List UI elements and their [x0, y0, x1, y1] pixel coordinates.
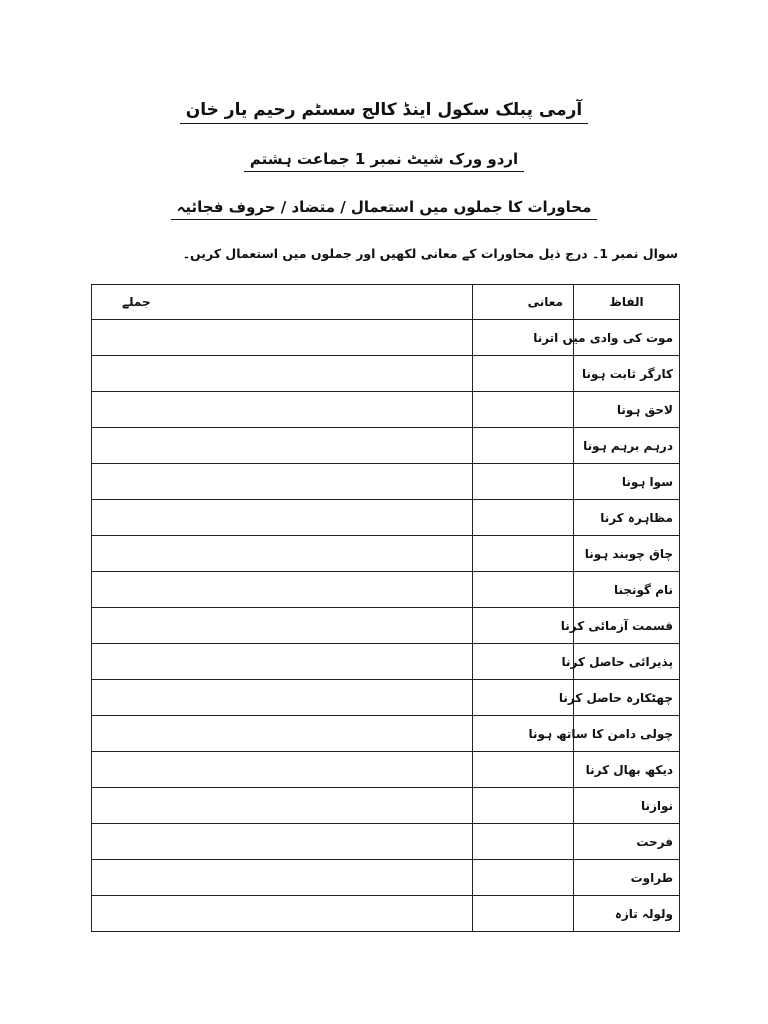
idiom-cell: چاق چوبند ہونا [574, 536, 680, 572]
table-row [92, 896, 680, 932]
meaning-cell[interactable] [473, 824, 574, 860]
sentence-cell[interactable] [92, 536, 473, 572]
meaning-cell[interactable] [473, 536, 574, 572]
idiom-cell: پذیرائی حاصل کرنا [574, 644, 680, 680]
table-row [92, 752, 680, 788]
meaning-cell[interactable] [473, 356, 574, 392]
header-meanings: معانی [473, 285, 574, 320]
sentence-cell[interactable] [92, 608, 473, 644]
idiom-cell: نام گونجنا [574, 572, 680, 608]
question-text: سوال نمبر 1۔ درج ذیل محاورات کے معانی لکھیں اور جملوں میں استعمال کریں۔ [182, 246, 678, 261]
idiom-cell: فرحت [574, 824, 680, 860]
meaning-cell[interactable] [473, 788, 574, 824]
header-sentences: جملے [92, 285, 473, 320]
worksheet-title-text: اردو ورک شیٹ نمبر 1 جماعت ہشتم [244, 150, 524, 172]
table-row [92, 644, 680, 680]
idiom-cell: لاحق ہونا [574, 392, 680, 428]
sentence-cell[interactable] [92, 824, 473, 860]
idiom-cell: سوا ہونا [574, 464, 680, 500]
sentence-cell[interactable] [92, 788, 473, 824]
meaning-cell[interactable] [473, 644, 574, 680]
table-header-row [92, 285, 680, 320]
sentence-cell[interactable] [92, 428, 473, 464]
idiom-cell: قسمت آزمائی کرنا [574, 608, 680, 644]
meaning-cell[interactable] [473, 500, 574, 536]
meaning-cell[interactable] [473, 752, 574, 788]
table-row [92, 788, 680, 824]
meaning-cell[interactable] [473, 572, 574, 608]
header-words: الفاظ [574, 285, 680, 320]
idiom-cell: طراوت [574, 860, 680, 896]
table-row [92, 860, 680, 896]
idiom-cell: چھٹکارہ حاصل کرنا [574, 680, 680, 716]
table-row [92, 824, 680, 860]
table-row [92, 320, 680, 356]
sentence-cell[interactable] [92, 752, 473, 788]
sentence-cell[interactable] [92, 644, 473, 680]
table-row [92, 356, 680, 392]
topic-title [0, 198, 768, 220]
school-title-text: آرمی پبلک سکول اینڈ کالج سسٹم رحیم یار خان [180, 100, 589, 124]
table-row [92, 680, 680, 716]
meaning-cell[interactable] [473, 392, 574, 428]
school-title [0, 100, 768, 124]
meaning-cell[interactable] [473, 608, 574, 644]
sentence-cell[interactable] [92, 572, 473, 608]
table-row [92, 608, 680, 644]
sentence-cell[interactable] [92, 464, 473, 500]
meaning-cell[interactable] [473, 428, 574, 464]
idiom-cell: درہم برہم ہونا [574, 428, 680, 464]
idiom-cell: موت کی وادی میں اترنا [574, 320, 680, 356]
sentence-cell[interactable] [92, 356, 473, 392]
sentence-cell[interactable] [92, 500, 473, 536]
table-row [92, 716, 680, 752]
table-row [92, 428, 680, 464]
idiom-cell: مظاہرہ کرنا [574, 500, 680, 536]
table-row [92, 392, 680, 428]
sentence-cell[interactable] [92, 716, 473, 752]
meaning-cell[interactable] [473, 896, 574, 932]
table-row [92, 572, 680, 608]
idioms-table [91, 284, 680, 932]
idiom-cell: نوازنا [574, 788, 680, 824]
idiom-cell: کارگر ثابت ہونا [574, 356, 680, 392]
idiom-cell: ولولہ تازہ [574, 896, 680, 932]
meaning-cell[interactable] [473, 464, 574, 500]
table-row [92, 500, 680, 536]
topic-title-text: محاورات کا جملوں میں استعمال / متضاد / حروف فجائیہ [171, 198, 598, 220]
idiom-cell: دیکھ بھال کرنا [574, 752, 680, 788]
meaning-cell[interactable] [473, 860, 574, 896]
sentence-cell[interactable] [92, 896, 473, 932]
idiom-cell: چولی دامن کا ساتھ ہونا [574, 716, 680, 752]
table-row [92, 536, 680, 572]
sentence-cell[interactable] [92, 680, 473, 716]
table-row [92, 464, 680, 500]
sentence-cell[interactable] [92, 860, 473, 896]
sentence-cell[interactable] [92, 320, 473, 356]
worksheet-title [0, 150, 768, 172]
sentence-cell[interactable] [92, 392, 473, 428]
